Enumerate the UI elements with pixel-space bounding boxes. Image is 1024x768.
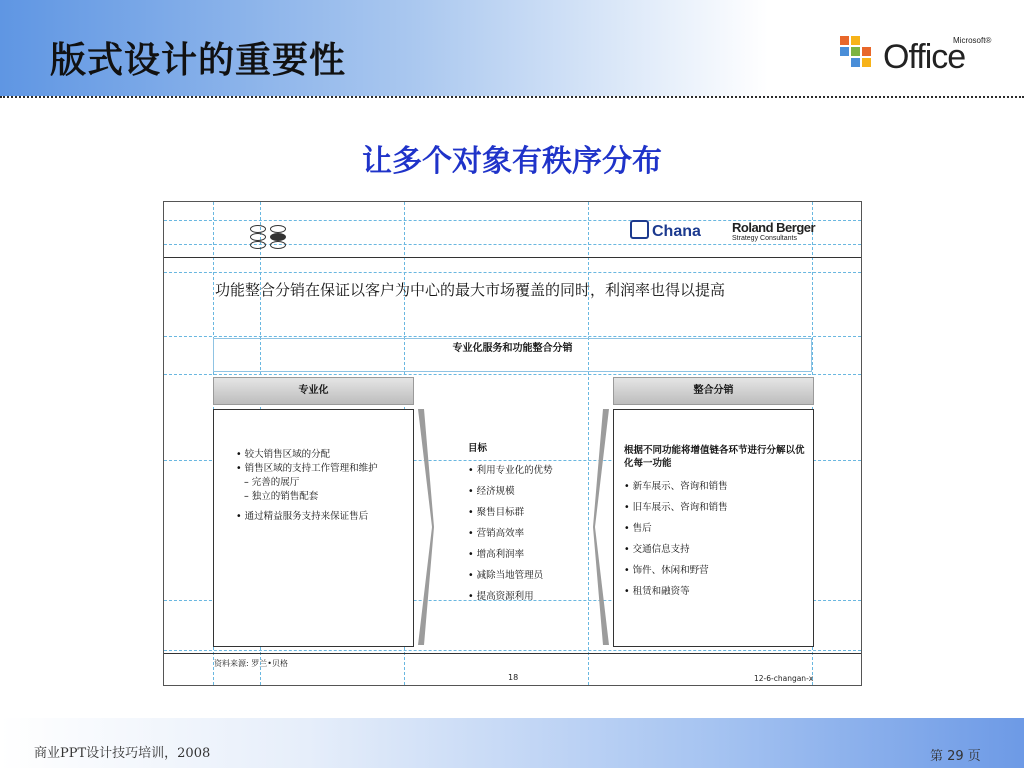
right-box [613,409,814,647]
slide-subtitle: 让多个对象有秩序分布 [362,144,662,179]
list-item: – 完善的展厅 [244,477,300,488]
chana-logo: Chana [630,220,701,241]
mini-logo-icon [214,223,292,251]
logo-square-icon [851,47,860,56]
chana-emblem-icon [630,220,649,239]
right-tab: 整合分销 [613,377,814,405]
left-chevron-icon [591,409,611,645]
logo-square-icon [862,58,871,67]
slide-page-number: 18 [508,673,519,682]
list-item: • 聚售目标群 [468,507,525,518]
guide-line [164,650,861,651]
logo-square-icon [851,58,860,67]
guide-line [164,336,861,337]
list-item: • 售后 [624,523,652,534]
right-heading: 根据不同功能将增值链各环节进行分解以优化每一功能 [624,445,805,469]
logo-trademark: Microsoft® [953,36,992,45]
logo-square-icon [862,47,871,56]
roland-berger-logo: Roland Berger Strategy Consultants [732,220,816,242]
list-item: • 通过精益服务支持来保证售后 [236,511,369,522]
list-item: • 交通信息支持 [624,544,690,555]
list-item: • 减除当地管理员 [468,570,544,581]
logo-square-icon [851,36,860,45]
list-item: • 饰件、休闲和野营 [624,565,709,576]
list-item: • 较大销售区域的分配 [236,449,331,460]
list-item: – 独立的销售配套 [244,491,319,502]
embedded-slide-image [163,201,862,686]
slide-headline: 功能整合分销在保证以客户为中心的最大市场覆盖的同时，利润率也得以提高 [215,281,726,299]
slide-source: 资料来源: 罗兰•贝格 [214,659,288,668]
guide-line [164,272,861,273]
left-box [213,409,414,647]
middle-goals [468,440,553,607]
section-title: 专业化服务和功能整合分销 [213,338,812,372]
guide-line [164,374,861,375]
logo-square-icon [840,47,849,56]
slide-bottom-rule [164,653,861,654]
list-item: • 增高利润率 [468,549,525,560]
left-tab: 专业化 [213,377,414,405]
logo-wordmark: Office [883,38,966,76]
list-item: • 营销高效率 [468,528,525,539]
list-item: • 提高资源利用 [468,591,534,602]
office-logo [838,32,998,80]
slide-top-rule [164,257,861,258]
logo-square-icon [840,36,849,45]
footer-text: 商业PPT设计技巧培训，2008 [34,746,211,761]
list-item: • 经济规模 [468,486,515,497]
guide-line [588,202,589,685]
list-item: • 销售区域的支持工作管理和维护 [236,463,378,474]
page-number: 第 29 页 [930,749,981,764]
middle-title: 目标 [468,443,488,454]
list-item: • 租赁和融资等 [624,586,690,597]
slide-code: 12-6-changan-x [754,674,814,683]
list-item: • 旧车展示、咨询和销售 [624,502,728,513]
list-item: • 利用专业化的优势 [468,465,553,476]
header-divider [0,96,1024,98]
list-item: • 新车展示、咨询和销售 [624,481,728,492]
right-chevron-icon [416,409,436,645]
page-title: 版式设计的重要性 [50,40,347,81]
